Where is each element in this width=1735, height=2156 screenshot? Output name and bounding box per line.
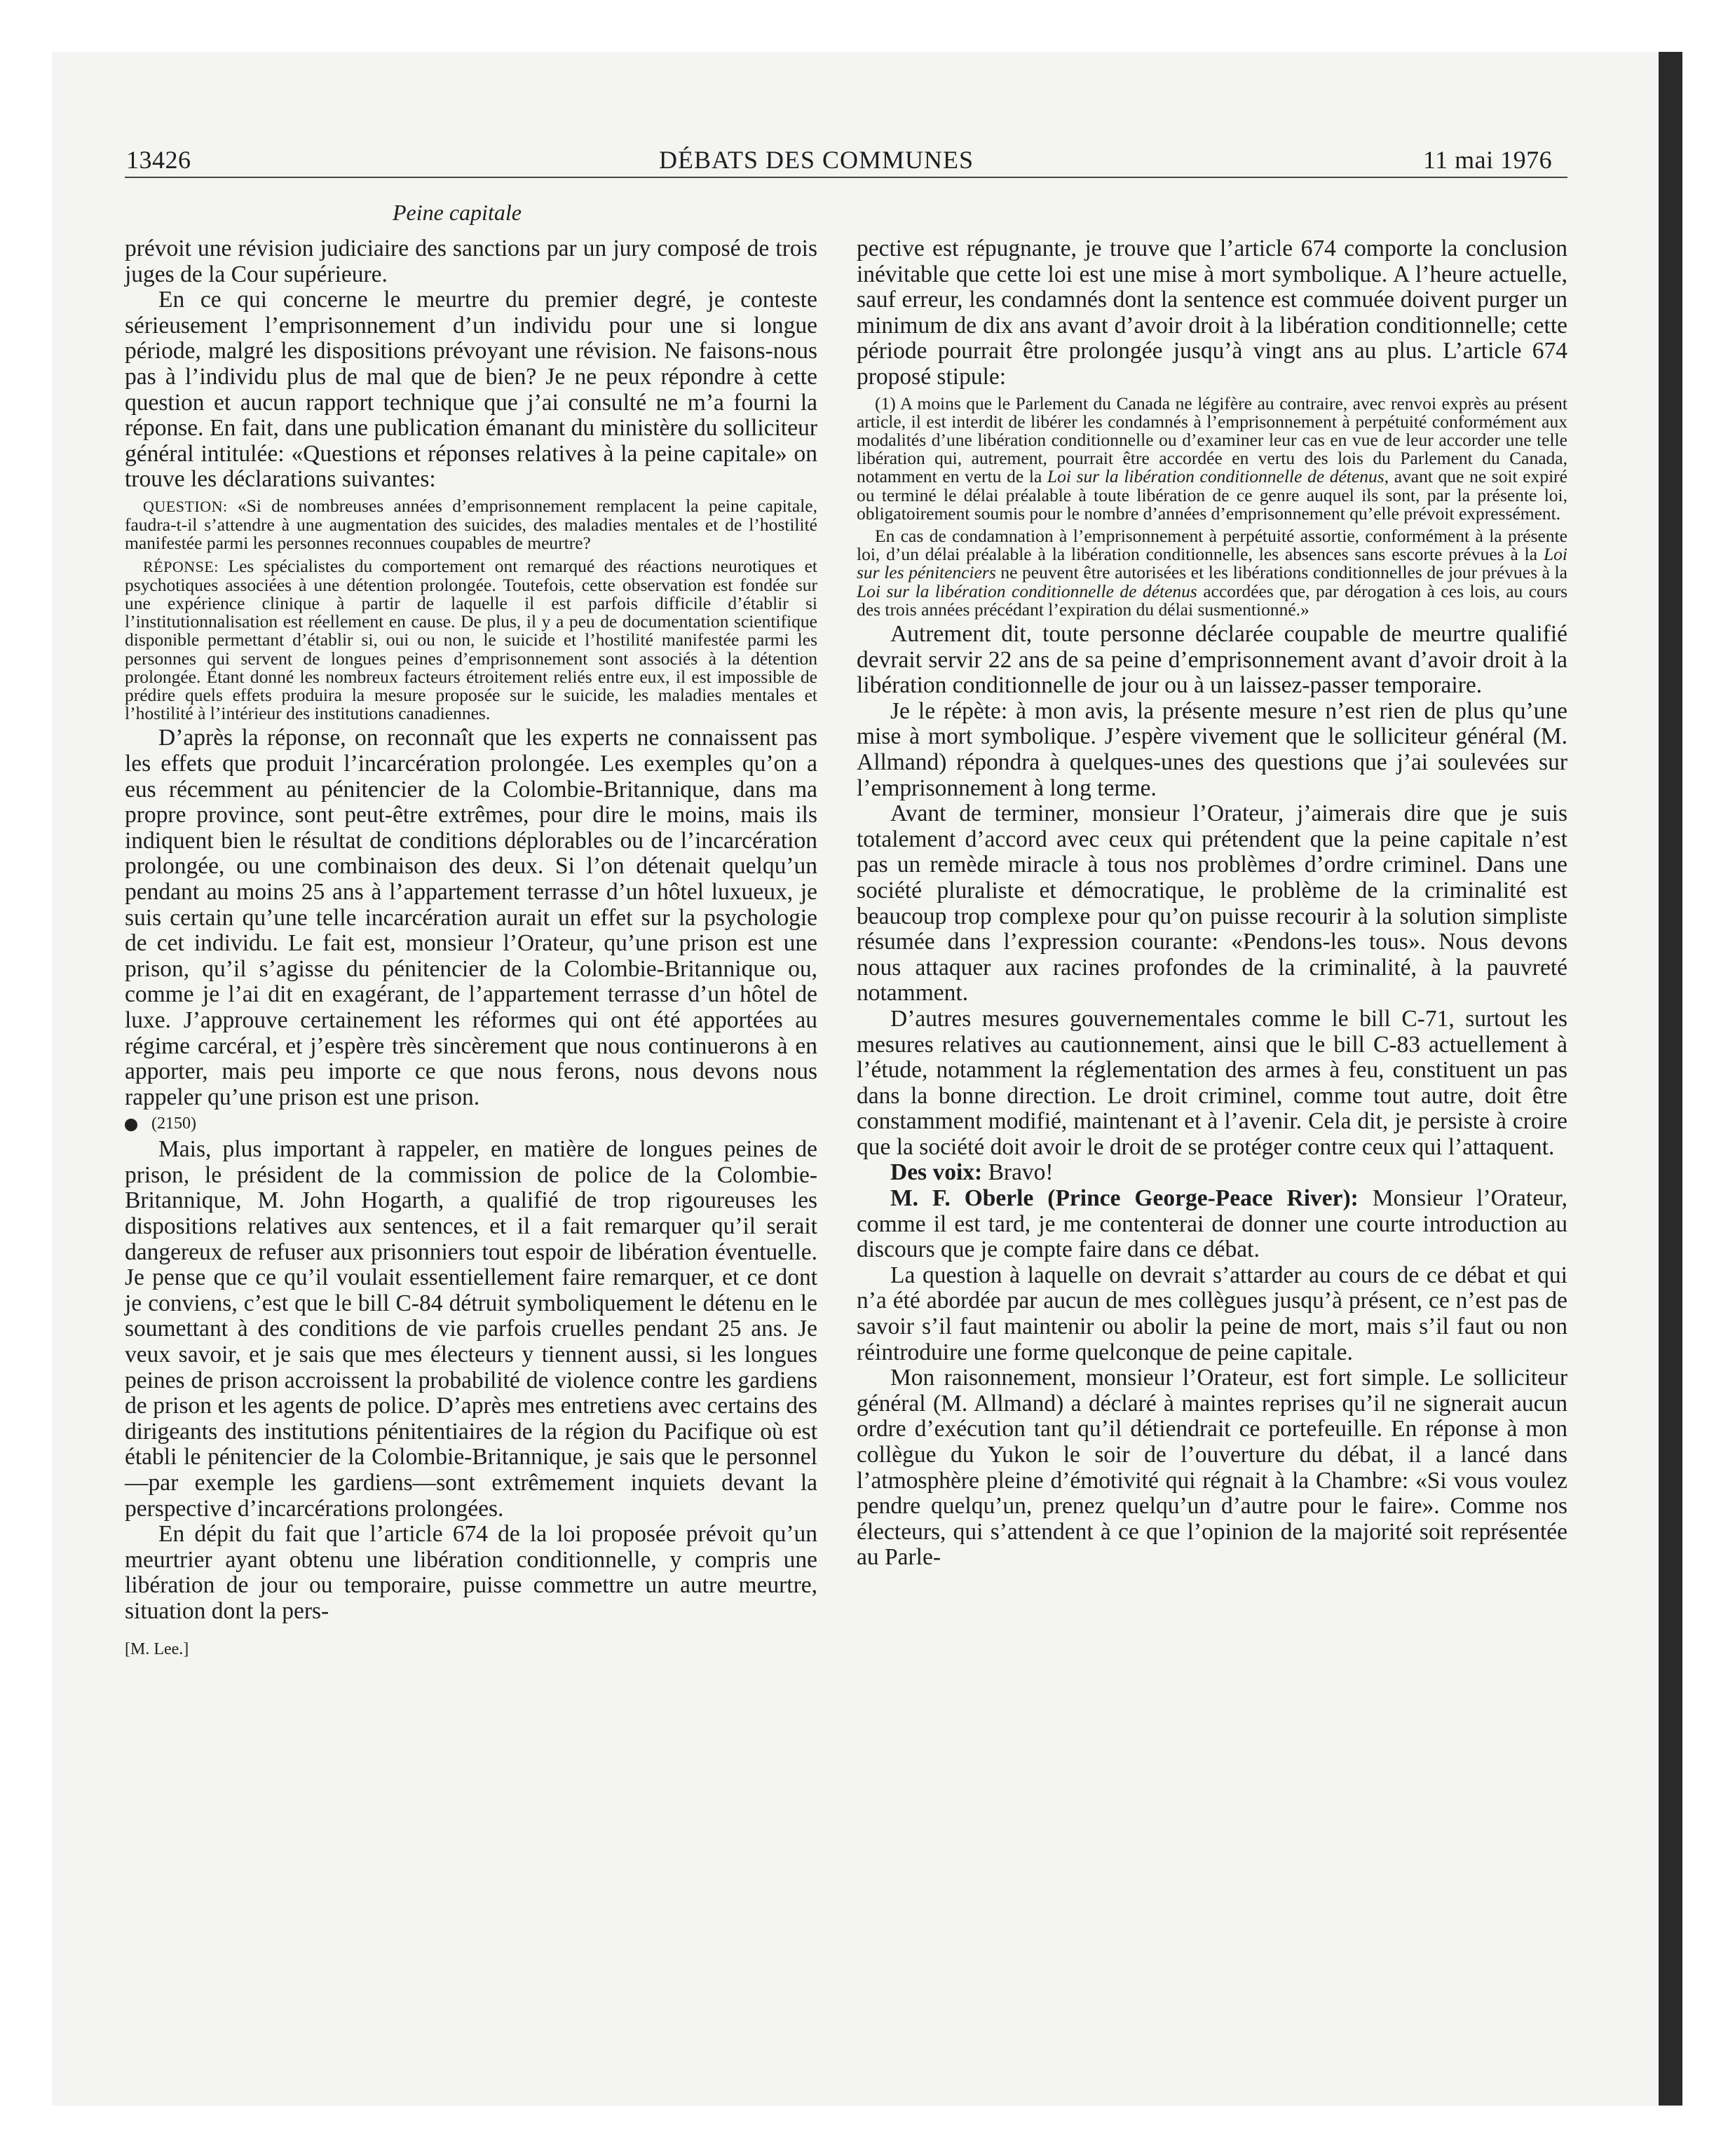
paragraph: Autrement dit, toute personne déclarée coupable de meurtre qualifié devrait servir 22 ans de sa peine d’emprisonnement avant d’avoir droit à la libération conditionnelle de jour ou à un laissez-passer temporaire. (857, 621, 1567, 699)
left-column (125, 236, 817, 1660)
act-title: Loi sur les pénitenciers (857, 544, 1567, 583)
answer-text: Les spécialistes du comportement ont remarqué des réactions neurotiques et psychotiques associées à une détention prolongée. Toutefois, cette observation est fondée sur une expérience clinique à partir de laquelle il est parfois difficile d’établir si l’institutionnalisation est réellement en cause. De plus, il y a peu de documentation scientifique disponible permettant d’établir si, oui ou non, le suicide et l’hostilité manifestée parmi les personnes qui servent de longues peines d’emprisonnement sont associés à la détention prolongée. Étant donné les nombreux facteurs étroitement reliés entre eux, il est impossible de prédire quels effets produira la mesure proposée sur le suicide, les maladies mentales et l’hostilité à l’intérieur des institutions canadiennes. (125, 555, 817, 724)
paragraph: La question à laquelle on devrait s’attarder au cours de ce débat et qui n’a été abordée par aucun de mes collègues jusqu’à présent, ce n’est pas de savoir s’il faut maintenir ou abolir la peine de mort, mais s’il faut ou non réintroduire une forme quelconque de peine capitale. (857, 1262, 1567, 1365)
time-stamp: (2150) (151, 1114, 196, 1133)
paragraph: En dépit du fait que l’article 674 de la loi proposée prévoit qu’un meurtrier ayant obtenu une libération conditionnelle, y compris une libération de jour ou temporaire, puisse commettre un autre meurtre, situation dont la pers- (125, 1521, 817, 1624)
answer-label: RÉPONSE: (143, 557, 219, 575)
quote-text: , avant que ne soit expiré ou terminé le délai préalable à toute libération de ce genre auquel ils sont, par la présente loi, obligatoirement soumis pour le nombre d’années d’emprisonnement qu’elle prévoit expressément. (857, 466, 1567, 524)
page-number: 13426 (126, 146, 191, 174)
paragraph: D’après la réponse, on reconnaît que les experts ne connaissent pas les effets que produit l’incarcération prolongée. Les exemples qu’on a eus récemment au pénitencier de la Colombie-Britannique, dans ma propre province, sont peut-être extrêmes, pour dire le moins, mais ils indiquent bien le résultat de conditions déplorables ou de l’incarcération prolongée, ou une combinaison des deux. Si l’on détenait quelqu’un pendant au moins 25 ans à l’appartement terrasse d’un hôtel luxueux, je suis certain qu’une telle incarcération aurait un effet sur la psychologie de cet individu. Le fait est, monsieur l’Orateur, qu’une prison est une prison, qu’il s’agisse du pénitencier de la Colombie-Britannique ou, comme je l’ai dit en exagérant, de l’appartement terrasse d’un hôtel de luxe. J’approuve certainement les réformes qui ont été apportées au régime carcéral, et j’espère très sincèrement que nous continuerons à en apporter, mais peu importe ce que nous ferons, nous devons nous rappeler qu’une prison est une prison. (125, 725, 817, 1110)
question-label: QUESTION: (143, 497, 228, 515)
question-text: «Si de nombreuses années d’emprisonnement remplacent la peine capitale, faudra-t-il s’attendre à une augmentation des suicides, des maladies mentales et de l’hostilité manifestée parmi les personnes reconnues coupables de meurtre? (125, 495, 817, 554)
paragraph: Avant de terminer, monsieur l’Orateur, j’aimerais dire que je suis totalement d’accord avec ceux qui prétendent que la peine capitale n’est pas un remède miracle à tous nos problèmes d’ordre criminel. Dans une société pluraliste et démocratique, le problème de la criminalité est beaucoup trop complexe pour qu’on puisse recourir à la solution simpliste résumée dans l’expression courante: «Pendons-les tous». Nous devons nous attaquer aux racines profondes de la criminalité, à la pauvreté notamment. (857, 800, 1567, 1007)
publication-title: DÉBATS DES COMMUNES (659, 146, 974, 174)
speaker-name: Des voix: (890, 1159, 983, 1186)
interjection-text: Bravo! (982, 1159, 1054, 1186)
quoted-question (125, 497, 817, 553)
act-title: Loi sur la libération conditionnelle de détenus (857, 580, 1197, 601)
scan-binding-edge (1659, 52, 1682, 2106)
paragraph: D’autres mesures gouvernementales comme le bill C-71, surtout les mesures relatives au cautionnement, ainsi que le bill C-83 actuellement à l’étude, notamment la réglementation des armes à feu, constituent un pas dans la bonne direction. Le droit criminel, comme tout autre, doit être constamment modifié, maintenant et à l’avenir. Cela dit, je persiste à croire que la société doit avoir le droit de se protéger contre ceux qui l’attaquent. (857, 1005, 1567, 1160)
publication-date: 11 mai 1976 (1423, 146, 1553, 174)
speech-start (857, 1186, 1567, 1263)
time-marker (125, 1112, 817, 1135)
speaker-reference: [M. Lee.] (125, 1639, 189, 1658)
section-title: Peine capitale (393, 200, 522, 225)
right-column (857, 236, 1567, 1571)
paragraph: Je le répète: à mon avis, la présente mesure n’est rien de plus qu’une mise à mort symbolique. J’espère vivement que le solliciteur général (M. Allmand) répondra à quelques-unes des questions que j’ai soulevées sur l’emprisonnement à long terme. (857, 697, 1567, 801)
quote-text: ne peuvent être autorisées et les libérations conditionnelles de jour prévues à la (995, 562, 1567, 583)
paragraph: pective est répugnante, je trouve que l’article 674 comporte la conclusion inévitable que cette loi est une mise à mort symbolique. A l’heure actuelle, sauf erreur, les condamnés dont la sentence est commuée doivent purger un minimum de dix ans avant d’avoir droit à la libération conditionnelle; cette période pourrait être prolongée jusqu’à vingt ans au plus. L’article 674 proposé stipule: (857, 236, 1567, 390)
paragraph: Mon raisonnement, monsieur l’Orateur, est fort simple. Le solliciteur général (M. Allmand) a déclaré à maintes reprises qu’il ne signerait aucun ordre d’exécution tant qu’il détiendrait ce portefeuille. En réponse à mon collègue du Yukon le soir de l’ouverture du débat, il a lancé dans l’atmosphère pleine d’émotivité qui régnait à la Chambre: «Si vous voulez pendre quelqu’un, prenez quelqu’un d’autre pour le faire». Comme nos électeurs, qui s’attendent à ce que l’opinion de la majorité soit représentée au Parle- (857, 1365, 1567, 1571)
interjection (857, 1160, 1567, 1186)
speaker-name: M. F. Oberle (Prince George-Peace River): (890, 1185, 1359, 1212)
quote-text: accordées que, par dérogation à ces lois, au cours des trois années précédant l’expiration du délai susmentionné.» (857, 580, 1567, 620)
paragraph: prévoit une révision judiciaire des sanctions par un jury composé de trois juges de la Cour supérieure. (125, 236, 817, 287)
quoted-answer (125, 557, 817, 723)
quoted-article-2 (857, 527, 1567, 619)
act-title: Loi sur la libération conditionnelle de détenus (1047, 466, 1384, 487)
paragraph: Mais, plus important à rappeler, en matière de longues peines de prison, le président de la commission de police de la Colombie-Britannique, M. John Hogarth, a qualifié de trop rigoureuses les dispositions relatives aux sentences, et il a fait remarquer qu’il serait dangereux de refuser aux prisonniers tout espoir de libération éventuelle. Je pense que ce qu’il voulait essentiellement faire remarquer, et ce dont je conviens, c’est que le bill C-84 détruit symboliquement le détenu en le soumettant à des conditions de vie parfois cruelles pendant 25 ans. Je veux savoir, et je sais que mes électeurs y tiennent aussi, si les longues peines de prison accroissent la probabilité de violence contre les gardiens de prison et les agents de police. D’après mes entretiens avec certains des dirigeants des institutions pénitentiaires de la région du Pacifique où est établi le pénitencier de la Colombie-Britannique, je sais que le personnel—par exemple les gardiens—sont extrêmement inquiets devant la perspective d’incarcérations prolongées. (125, 1136, 817, 1522)
quote-text: En cas de condamnation à l’emprisonnement à perpétuité assortie, conformément à la présente loi, d’un délai préalable à la libération conditionnelle, les absences sans escorte prévues à la (857, 525, 1567, 565)
speech-text: Monsieur l’Orateur, comme il est tard, je me contenterai de donner une courte introduction au discours que je compte faire dans ce débat. (857, 1185, 1567, 1263)
header-rule (125, 177, 1567, 178)
quoted-article-1 (857, 395, 1567, 523)
quote-text: (1) A moins que le Parlement du Canada ne légifère au contraire, avec renvoi exprès au présent article, il est interdit de libérer les condamnés à l’emprisonnement à perpétuité conformément aux modalités d’une libération conditionnelle ou d’examiner leur cas en vue de leur accorder une telle libération qui, autrement, pourrait être accordée en vertu des lois du Parlement du Canada, notamment en vertu de la (857, 393, 1567, 487)
bullet-icon (125, 1119, 137, 1131)
paragraph: En ce qui concerne le meurtre du premier degré, je conteste sérieusement l’emprisonnement d’un individu pour une si longue période, malgré les dispositions prévoyant une révision. Ne faisons-nous pas à l’individu plus de mal que de bien? Je ne peux répondre à cette question et aucun rapport technique que j’ai consulté ne m’a fourni la réponse. En fait, dans une publication émanant du ministère du solliciteur général intitulée: «Questions et réponses relatives à la peine capitale» on trouve les déclarations suivantes: (125, 287, 817, 493)
